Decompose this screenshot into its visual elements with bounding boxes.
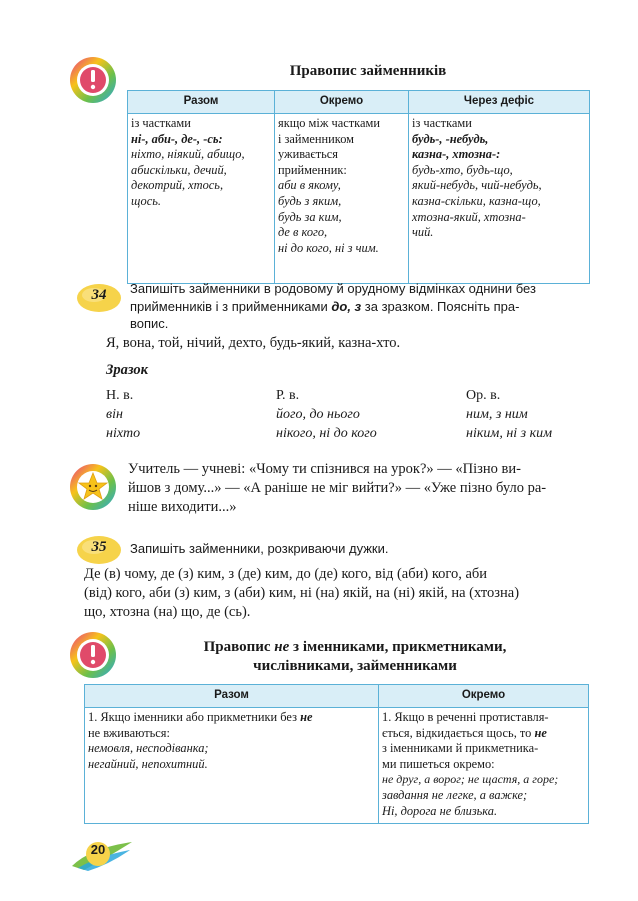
case-column-genitive: Р. в. його, до нього нікого, ні до кого [276, 388, 377, 441]
col-header-together: Разом [128, 91, 275, 114]
exercise-35-text: Де (в) чому, де (з) ким, з (де) ким, до (де) кого, від (аби) кого, аби (від) кого, аби (з) ким, з (аби) ким, ні (на) якій, на (ні) якій, на (хтозна) що, хтозна (на) що, де (сь). [84, 566, 520, 620]
ne-spelling-table [84, 684, 589, 824]
col-header-separate: Окремо [275, 91, 409, 114]
dialogue-text: Учитель — учневі: «Чому ти спізнився на урок?» — «Пізно ви- йшов з дому...» — «А раніше не міг вийти?» — «Уже пізно було ра- ніше виходити...» [128, 461, 547, 515]
section-2-title: Правопис не з іменниками, прикметниками, числівниками, займенниками [203, 639, 507, 674]
cell-together: 1. Якщо іменники або прикметники без не не вживаються: немовля, несподіванка; негайний, непохитний. [85, 708, 379, 824]
col-header-separate: Окремо [379, 685, 589, 708]
cell-separate: якщо між частками і займенником уживається прийменник: аби в якому, будь з яким, будь за ким, де в кого, ні до кого, ні з чим. [275, 114, 409, 284]
cell-together: із частками ні-, аби-, де-, -сь: ніхто, ніякий, абищо, абискільки, дечий, декотрий, хтось, щось. [128, 114, 275, 284]
pronoun-spelling-table [127, 90, 590, 284]
cell-hyphen: із частками будь-, -небудь, казна-, хтозна-: будь-хто, будь-що, який-небудь, чий-небудь, казна-скільки, казна-що, хтозна-який, хтозна- чий. [409, 114, 590, 284]
col-header-hyphen: Через дефіс [409, 91, 590, 114]
exercise-34-task: Запишіть займенники в родовому й орудному відмінках однини без прийменників і з прийменниками до, з за зразком. Поясніть пра- вопис. [130, 281, 536, 331]
case-column-instrumental: Ор. в. ним, з ним ніким, ні з ким [466, 388, 553, 441]
page-number: 20 [90, 842, 106, 857]
exercise-35-number: 35 [91, 539, 107, 555]
section-title: Правопис займенників [289, 63, 447, 79]
star-humor-icon [68, 462, 118, 512]
exercise-35-task: Запишіть займенники, розкриваючи дужки. [130, 541, 389, 556]
cell-separate: 1. Якщо в реченні протиставля- ється, відкидається щось, то не з іменниками й прикметника- ми пишеться окремо: не друг, а ворог; не щастя, а горе; завдання не легке, а важке; Ні, дорога не близька. [379, 708, 589, 824]
sample-label: Зразок [106, 362, 148, 378]
case-column-nominative: Н. в. він ніхто [106, 388, 141, 441]
exercise-34-number: 34 [91, 287, 107, 303]
col-header-together: Разом [85, 685, 379, 708]
exercise-34-words: Я, вона, той, нічий, дехто, будь-який, казна-хто. [106, 335, 401, 351]
